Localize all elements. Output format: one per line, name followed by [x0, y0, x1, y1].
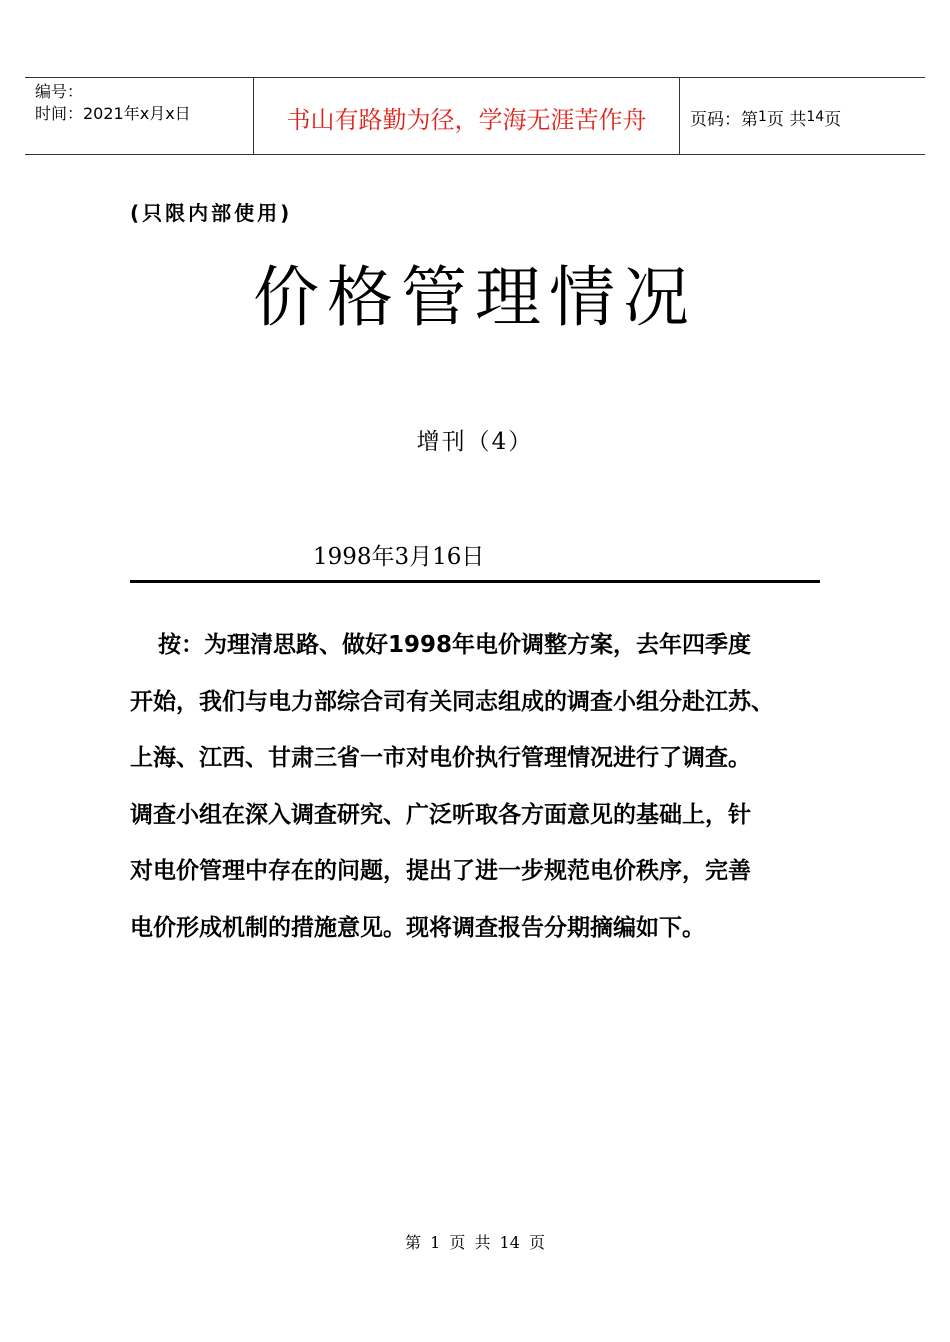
document-title: 价格管理情况: [253, 259, 697, 336]
time-label: 时间：2021年x月x日: [35, 104, 191, 123]
header-table: [25, 77, 925, 155]
page-info-cell: [680, 78, 925, 154]
body-paragraph: [130, 617, 830, 956]
page-number: 1: [758, 109, 767, 125]
supplement-issue: 增刊（4）: [416, 429, 534, 455]
issue-date: 1998年3月16日: [313, 544, 485, 570]
internal-use-note: (只限内部使用): [130, 201, 293, 225]
title-divider: [130, 580, 820, 583]
motto-text: 书山有路勤为径，学海无涯苦作舟: [286, 105, 647, 134]
body-line: 对电价管理中存在的问题，提出了进一步规范电价秩序，完善: [130, 858, 751, 884]
body-line: 上海、江西、甘肃三省一市对电价执行管理情况进行了调查。: [130, 745, 751, 771]
page-mid: 页 共: [766, 109, 807, 130]
body-line: 开始，我们与电力部综合司有关同志组成的调查小组分赴江苏、: [130, 688, 774, 715]
page-suffix: 页: [824, 109, 842, 130]
body-line: 调查小组在深入调查研究、广泛听取各方面意见的基础上，针: [130, 801, 751, 828]
number-label: 编号：: [35, 82, 84, 101]
page-total: 14: [806, 109, 825, 125]
page-footer: 第 1 页 共 14 页: [405, 1233, 545, 1252]
body-line: 电价形成机制的措施意见。现将调查报告分期摘编如下。: [130, 914, 705, 941]
header-meta-cell: [25, 78, 254, 154]
motto-cell: [254, 78, 680, 154]
body-line: 按：为理清思路、做好1998年电价调整方案，去年四季度: [158, 632, 752, 658]
page-prefix: 页码：第: [690, 109, 758, 130]
